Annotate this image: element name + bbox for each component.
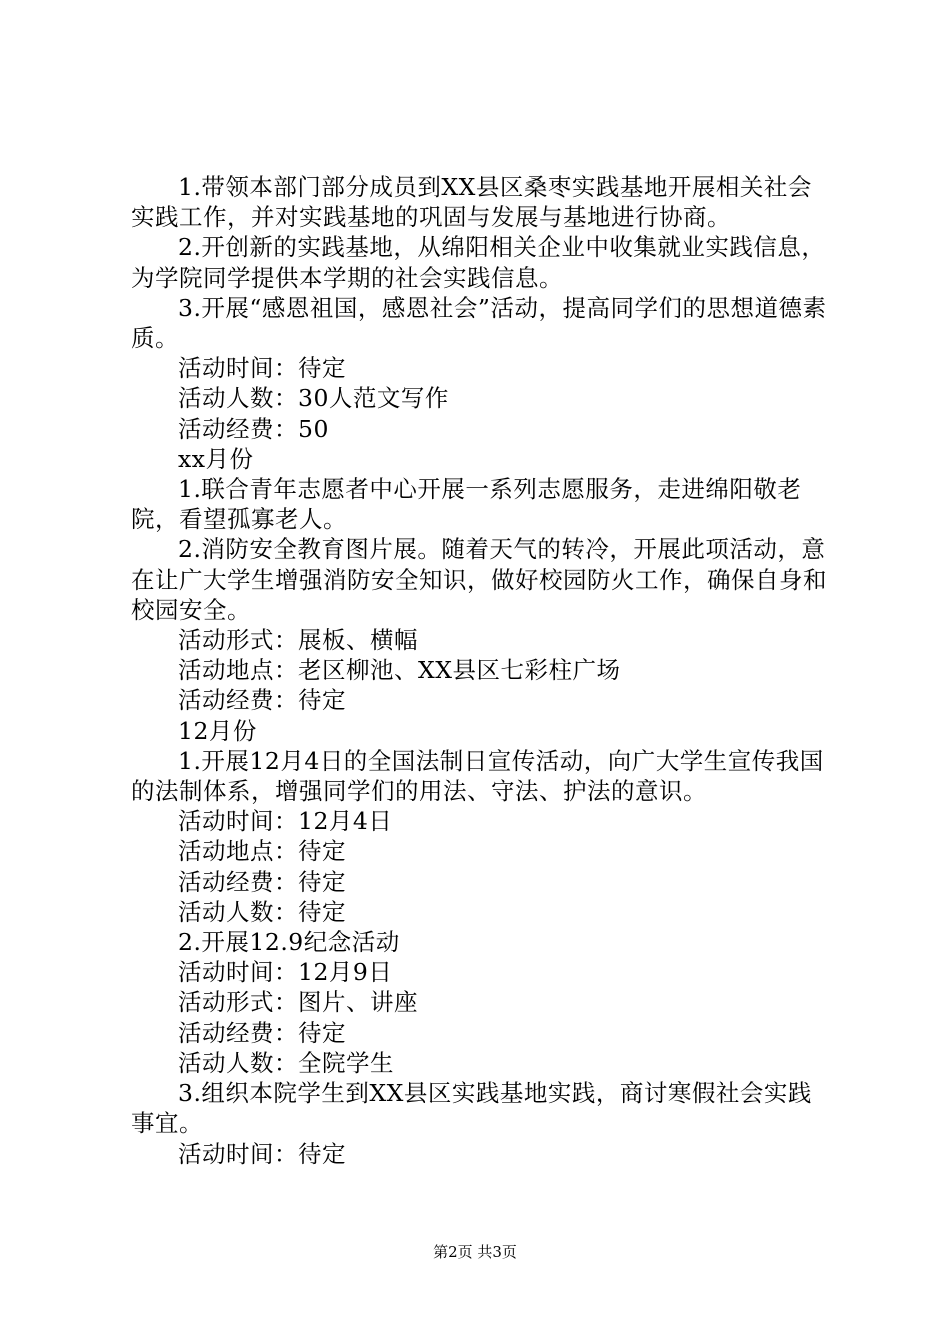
section-heading: xx月份 [178,444,254,473]
paragraph: 2.开展12.9纪念活动 [178,928,400,957]
paragraph: 活动人数：全院学生 [178,1048,394,1077]
paragraph: 活动时间：待定 [178,354,346,383]
page-number-footer: 第2页 共3页 [433,1243,517,1261]
paragraph: 活动时间：12月9日 [178,958,393,987]
paragraph: 活动形式：图片、讲座 [178,988,418,1017]
paragraph: 活动人数：待定 [178,897,346,926]
paragraph: 1.开展12月4日的全国法制日宣传活动，向广大学生宣传我国的法制体系，增强同学们的用法、守法、护法的意识。 [131,746,824,806]
paragraph: 1.带领本部门部分成员到XX县区桑枣实践基地开展相关社会实践工作，并对实践基地的巩固与发展与基地进行协商。 [131,173,812,232]
paragraph: 活动时间：待定 [178,1139,346,1168]
paragraph: 2.消防安全教育图片展。随着天气的转冷，开展此项活动，意在让广大学生增强消防安全知识，做好校园防火工作，确保自身和校园安全。 [131,535,827,624]
paragraph: 3.开展“感恩祖国，感恩社会”活动，提高同学们的思想道德素质。 [131,293,827,353]
paragraph: 活动经费：50 [178,414,329,443]
paragraph: 活动地点：老区柳池、XX县区七彩柱广场 [178,656,621,685]
paragraph: 活动时间：12月4日 [178,807,393,836]
paragraph: 活动经费：待定 [178,867,346,896]
paragraph: 活动形式：展板、横幅 [178,626,418,655]
paragraph: 活动经费：待定 [178,686,346,715]
paragraph: 活动地点：待定 [178,837,346,866]
paragraph: 活动经费：待定 [178,1018,346,1047]
paragraph: 3.组织本院学生到XX县区实践基地实践，商讨寒假社会实践事宜。 [131,1079,812,1138]
paragraph: 2.开创新的实践基地，从绵阳相关企业中收集就业实践信息，为学院同学提供本学期的社会实践信息。 [131,233,826,292]
paragraph: 活动人数：30人范文写作 [178,384,449,413]
document-body [131,172,833,1169]
paragraph: 1.联合青年志愿者中心开展一系列志愿服务，走进绵阳敬老院，看望孤寡老人。 [131,475,802,534]
section-heading: 12月份 [178,716,257,745]
